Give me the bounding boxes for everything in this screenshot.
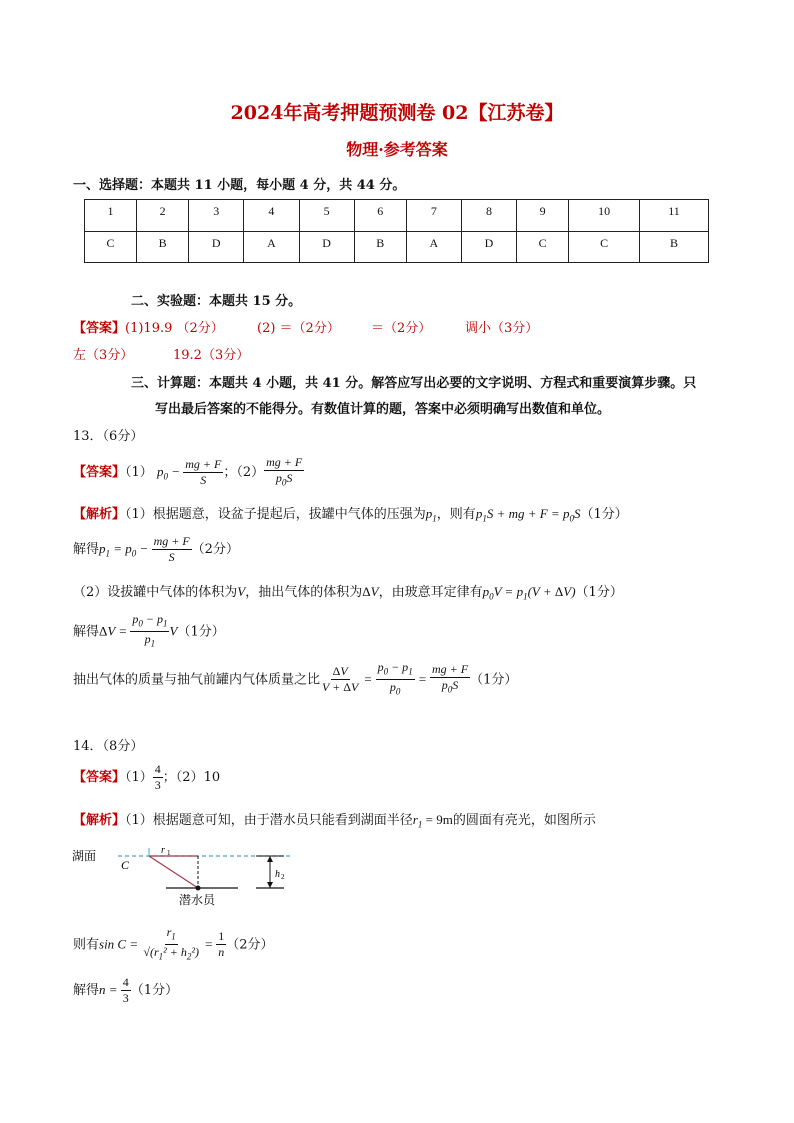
depth-label: h <box>275 869 280 880</box>
exp-answer-4: 调小（3分） <box>465 321 539 336</box>
depth-label-sub: 2 <box>281 873 285 881</box>
then-label: 则有 <box>73 937 100 953</box>
score-text: （1分） <box>177 624 225 640</box>
answer-part-1: （1） <box>125 465 153 481</box>
answer-table-numbers-row <box>85 200 709 232</box>
section1-heading: 一、选择题：本题共 11 小题，每小题 4 分，共 44 分。 <box>73 178 406 193</box>
diver-figure <box>70 838 300 910</box>
table-cell: C <box>85 231 137 263</box>
section3-heading-line2: 写出最后答案的不能得分。有数值计算的题，答案中必须明确写出数值和单位。 <box>155 402 611 417</box>
table-cell: 9 <box>517 200 569 232</box>
table-cell: 8 <box>461 200 516 232</box>
score-text: （1分） <box>580 507 628 522</box>
page-title: 2024年高考押题预测卷 02【江苏卷】 <box>230 102 564 124</box>
analysis-text: ，则有 <box>436 507 476 522</box>
diver-point <box>196 886 201 891</box>
table-cell: B <box>640 231 709 263</box>
table-cell: 7 <box>406 200 461 232</box>
analysis-text: ，由玻意耳定律有 <box>378 585 483 600</box>
table-cell: 1 <box>85 200 137 232</box>
q14-number: 14．（8分） <box>73 739 144 754</box>
exp-answer-5: 左（3分） <box>73 348 134 363</box>
table-cell: 10 <box>569 200 640 232</box>
radius-label: r <box>161 845 165 856</box>
analysis-tag: 【解析】 <box>73 507 126 522</box>
section3-heading-line1: 三、计算题：本题共 4 小题，共 41 分。解答应写出必要的文字说明、方程式和重要演算步骤。只 <box>131 376 697 391</box>
table-cell: D <box>189 231 244 263</box>
light-ray <box>149 856 198 888</box>
answer-part-2: ；（2）10 <box>162 770 221 785</box>
page-subtitle: 物理·参考答案 <box>346 140 448 159</box>
diver-label: 潜水员 <box>179 893 216 907</box>
analysis-tag: 【解析】 <box>73 813 126 828</box>
score-text: （1分） <box>130 983 179 998</box>
table-cell: B <box>137 231 189 263</box>
table-cell: C <box>569 231 640 263</box>
q14-solve: 解得n = $\frac{4}{3}$ （1分） <box>73 975 179 1005</box>
answer-part-1: （1） <box>125 770 153 785</box>
answer-table <box>84 199 709 263</box>
table-cell: 3 <box>189 200 244 232</box>
q14-answer: 【答案】（1） $\frac{4}{3}$ ；（2）10 <box>73 762 221 792</box>
answer-tag: 【答案】 <box>73 770 126 785</box>
table-cell: 5 <box>299 200 354 232</box>
depth-arrow-head-down <box>267 882 273 888</box>
section2-heading: 二、实验题：本题共 15 分。 <box>131 294 302 309</box>
answer-tag: 【答案】 <box>73 465 126 481</box>
answer-part-2: ；（2） <box>223 465 265 481</box>
exp-answer-1: (1)19.9 （2分） <box>125 321 224 336</box>
solve-label: 解得 <box>73 983 100 998</box>
analysis-text: （1）根据题意可知，由于潜水员只能看到湖面半径 <box>125 813 413 828</box>
table-cell: D <box>299 231 354 263</box>
q13-number: 13．（6分） <box>73 429 144 444</box>
table-cell: 4 <box>244 200 299 232</box>
analysis-text: （2）设拔罐中气体的体积为 <box>73 585 238 600</box>
score-text: （2分） <box>191 542 239 557</box>
answer-table-answers-row <box>85 231 709 263</box>
analysis-text: （1）根据题意，设盆子提起后，拔罐中气体的压强为 <box>125 507 426 522</box>
analysis-text: 的圆面有亮光，如图所示 <box>452 813 596 828</box>
exp-answer-2: (2) ＝（2分） <box>257 321 340 336</box>
q13-answer: 【答案】（1） $p_0$ − $\frac{mg + F}{S}$ ；（2） $\frac{mg + F}{p_0S}$ <box>73 455 303 488</box>
table-cell: 11 <box>640 200 709 232</box>
q13-ratio: 抽出气体的质量与抽气前罐内气体质量之比 $\frac{\Delta V}{V + \Delta V}$ = $\frac{p_0 - p_1}{p_0}$ = $\frac{mg + F}{p_0S}$ （1分） <box>73 660 518 697</box>
section2-answer-line1 <box>73 317 539 336</box>
score-text: （1分） <box>470 672 518 688</box>
answer-tag: 【答案】 <box>73 321 126 336</box>
solve-label: 解得 <box>73 542 100 557</box>
radius-label-sub: 1 <box>167 849 171 857</box>
q14-analysis-1: 【解析】（1）根据题意可知，由于潜水员只能看到湖面半径$r_1 = 9m$的圆面有亮光，如图所示 <box>73 812 596 830</box>
table-cell: A <box>244 231 299 263</box>
table-cell: 2 <box>137 200 189 232</box>
exp-answer-6: 19.2（3分） <box>173 348 250 363</box>
q13-solve-2: 解得ΔV = $\frac{p_0 - p_1}{p_1}$ V（1分） <box>73 612 225 649</box>
q14-then: 则有sin C = $\frac{r_1}{√(r_1^2 + h_2^2)}$ = $\frac{1}{n}$ （2分） <box>73 925 274 962</box>
section2-answer-line2 <box>73 344 250 363</box>
table-cell: C <box>517 231 569 263</box>
exp-answer-3: ＝（2分） <box>371 321 432 336</box>
analysis-text: ，抽出气体的体积为 <box>245 585 363 600</box>
score-text: （1分） <box>575 585 623 600</box>
q13-solve-1: 解得$p_1 = p_0$ − $\frac{mg + F}{S}$ （2分） <box>73 534 239 564</box>
q13-analysis-2: （2）设拔罐中气体的体积为V，抽出气体的体积为ΔV，由玻意耳定律有$p_0V = p_1(V + \Delta V)(1$分） <box>73 584 623 602</box>
table-cell: D <box>461 231 516 263</box>
ratio-label: 抽出气体的质量与抽气前罐内气体质量之比 <box>73 672 321 688</box>
angle-label: C <box>121 858 130 872</box>
q13-analysis-1: 【解析】（1）根据题意，设盆子提起后，拔罐中气体的压强为$p_1$，则有$p_1S$ + mg + $F = p_0S(1$分） <box>73 506 628 524</box>
depth-arrow-head-up <box>267 856 273 862</box>
surface-label: 湖面 <box>72 849 97 863</box>
table-cell: B <box>354 231 406 263</box>
score-text: （2分） <box>226 937 274 953</box>
table-cell: A <box>406 231 461 263</box>
solve-label: 解得 <box>73 624 100 640</box>
table-cell: 6 <box>354 200 406 232</box>
